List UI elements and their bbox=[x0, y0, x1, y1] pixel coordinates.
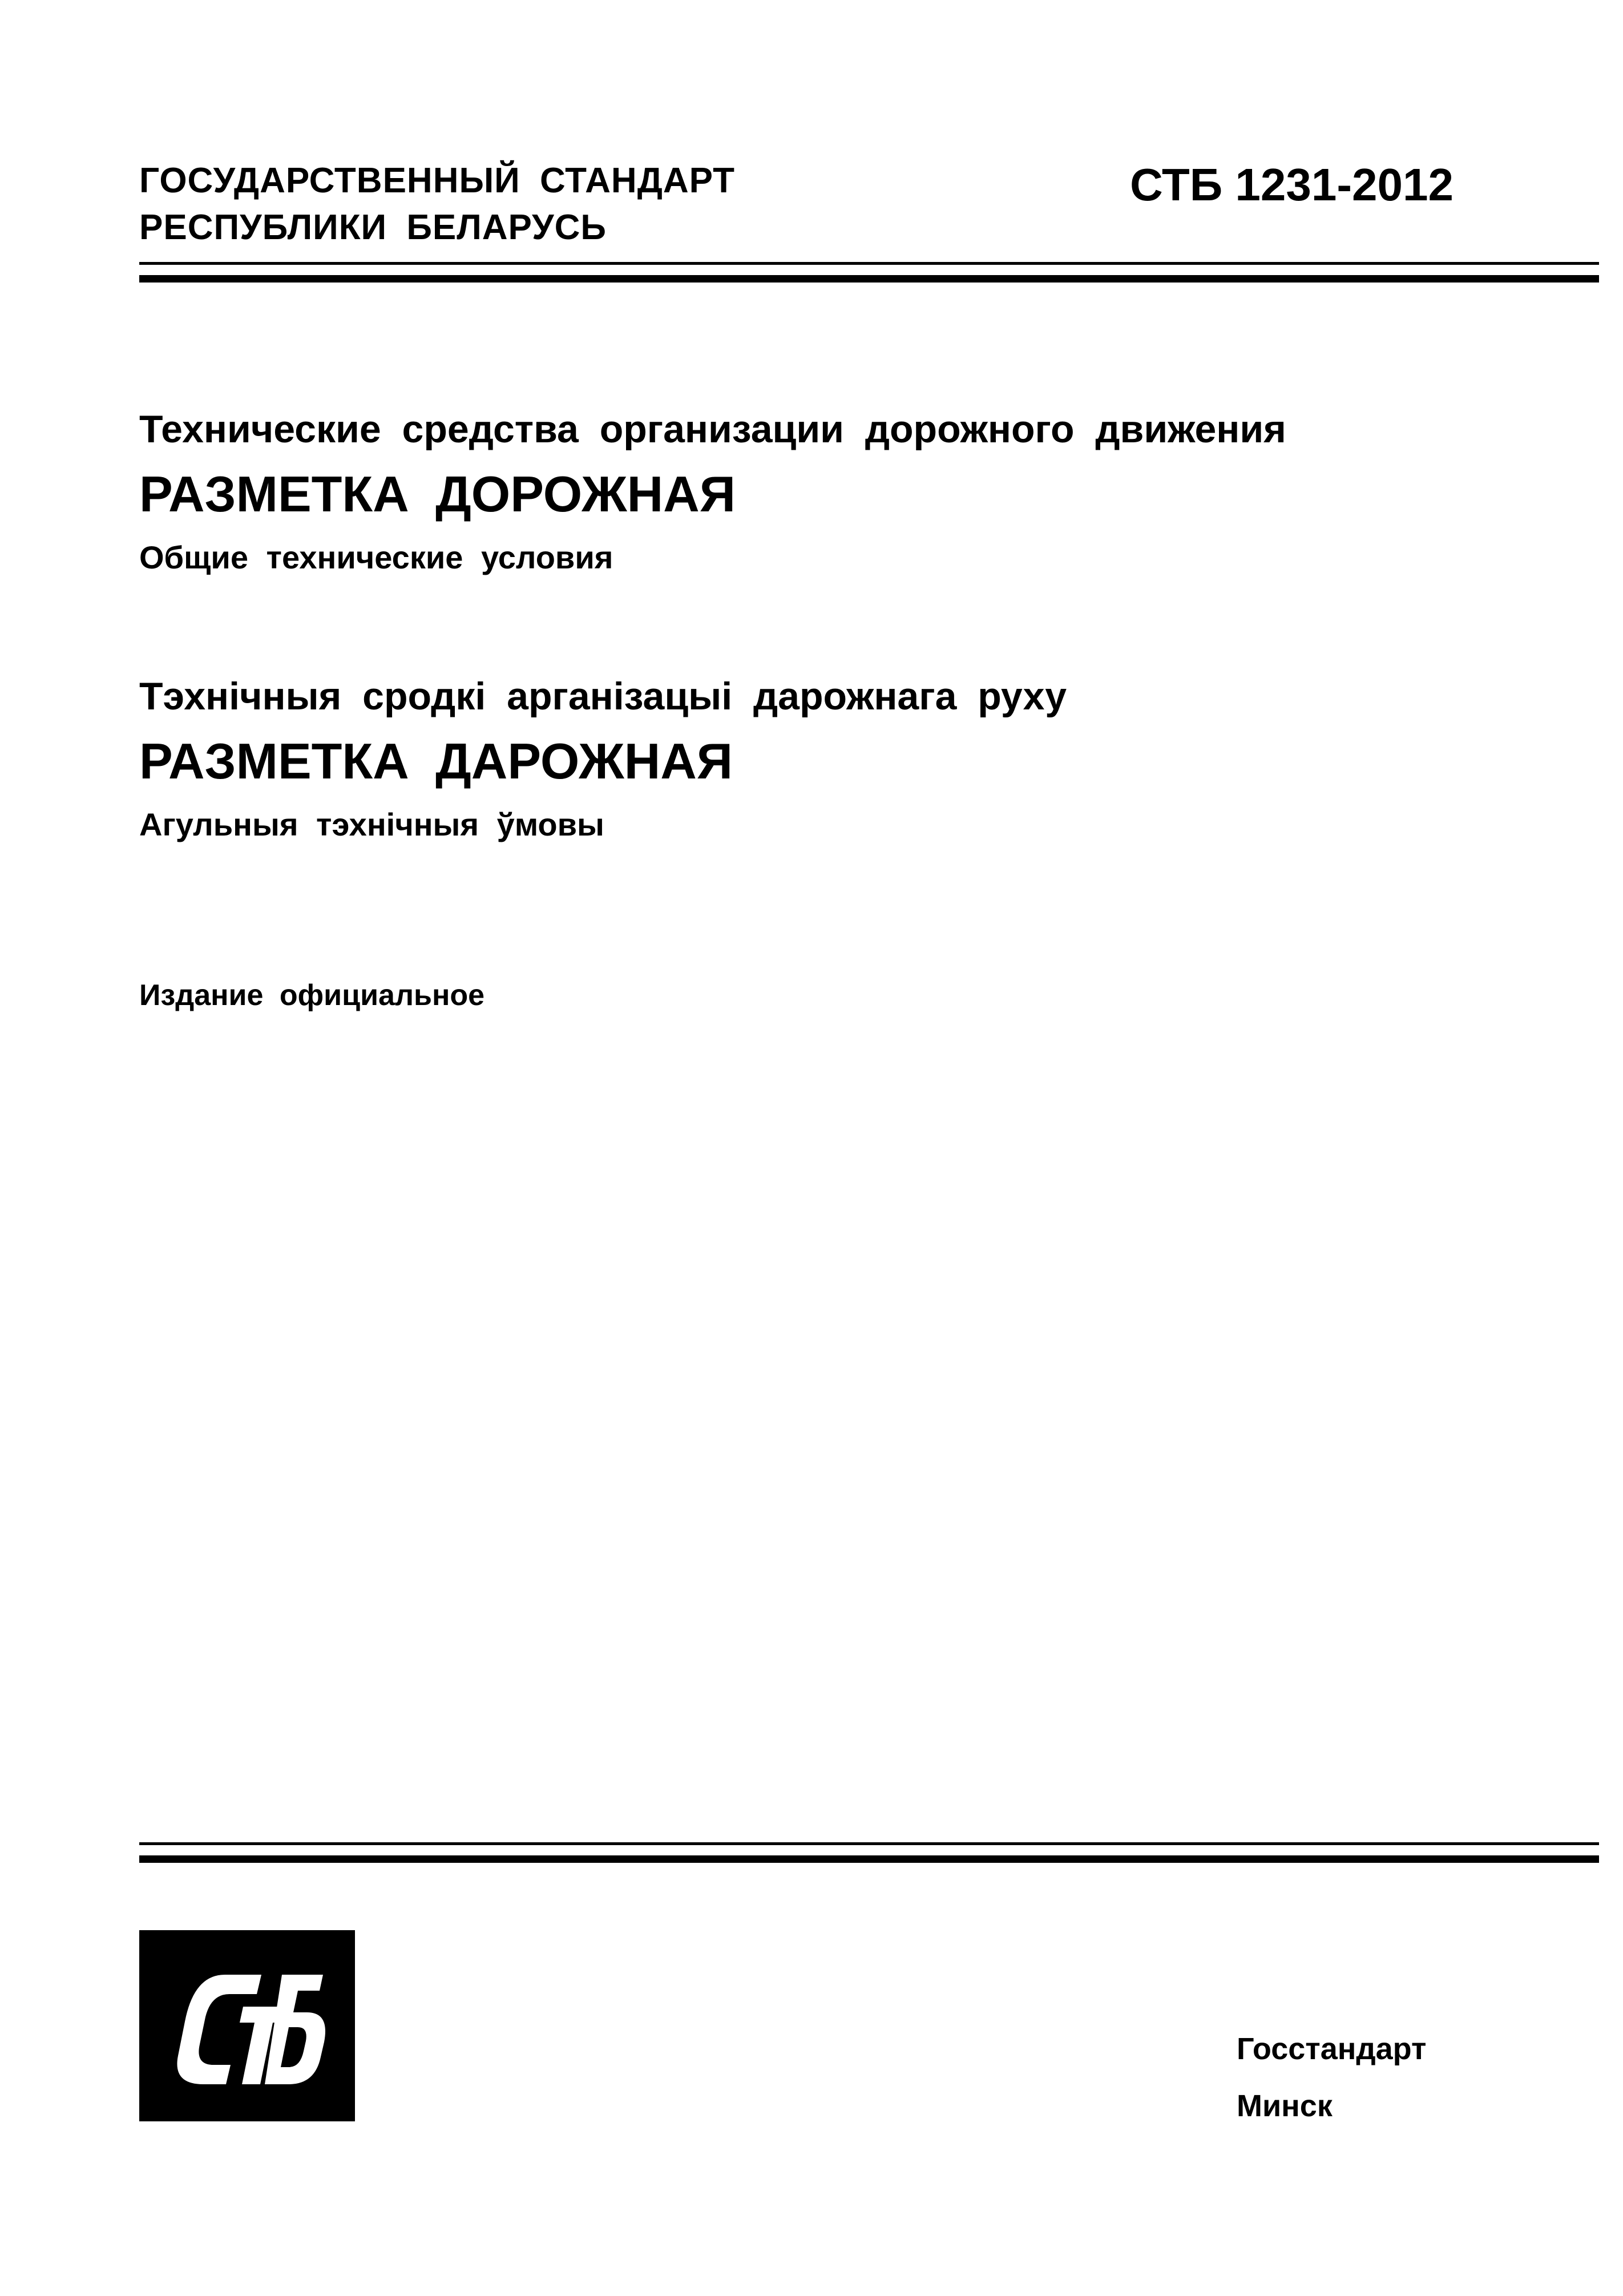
title-be-line-3: Агульныя тэхнічныя ўмовы bbox=[139, 806, 604, 842]
bottom-rule-thick bbox=[139, 1855, 1599, 1863]
top-rule-thin bbox=[139, 262, 1599, 265]
title-be-line-2: РАЗМЕТКА ДАРОЖНАЯ bbox=[139, 733, 733, 789]
title-ru-line-1: Технические средства организации дорожного движения bbox=[139, 407, 1286, 451]
title-ru bbox=[139, 406, 1509, 578]
publisher-block bbox=[1237, 2020, 1426, 2134]
top-rule-thick bbox=[139, 275, 1599, 283]
standard-designation: СТБ 1231-2012 bbox=[1130, 159, 1454, 210]
publisher-name: Госстандарт bbox=[1237, 2032, 1427, 2066]
issuer-line-2: РЕСПУБЛИКИ БЕЛАРУСЬ bbox=[139, 208, 607, 247]
bottom-rule-thin bbox=[139, 1842, 1599, 1845]
issuer-block bbox=[139, 158, 995, 251]
edition-note: Издание официальное bbox=[139, 979, 485, 1012]
issuer-line-1: ГОСУДАРСТВЕННЫЙ СТАНДАРТ bbox=[139, 161, 736, 200]
title-ru-line-3: Общие технические условия bbox=[139, 539, 613, 575]
stb-logo-icon bbox=[139, 1930, 355, 2121]
title-be-line-1: Тэхнічныя сродкі арганізацыі дарожнага руху bbox=[139, 675, 1067, 718]
title-ru-line-2: РАЗМЕТКА ДОРОЖНАЯ bbox=[139, 466, 736, 522]
title-be bbox=[139, 673, 1509, 845]
publisher-city: Минск bbox=[1237, 2089, 1333, 2123]
